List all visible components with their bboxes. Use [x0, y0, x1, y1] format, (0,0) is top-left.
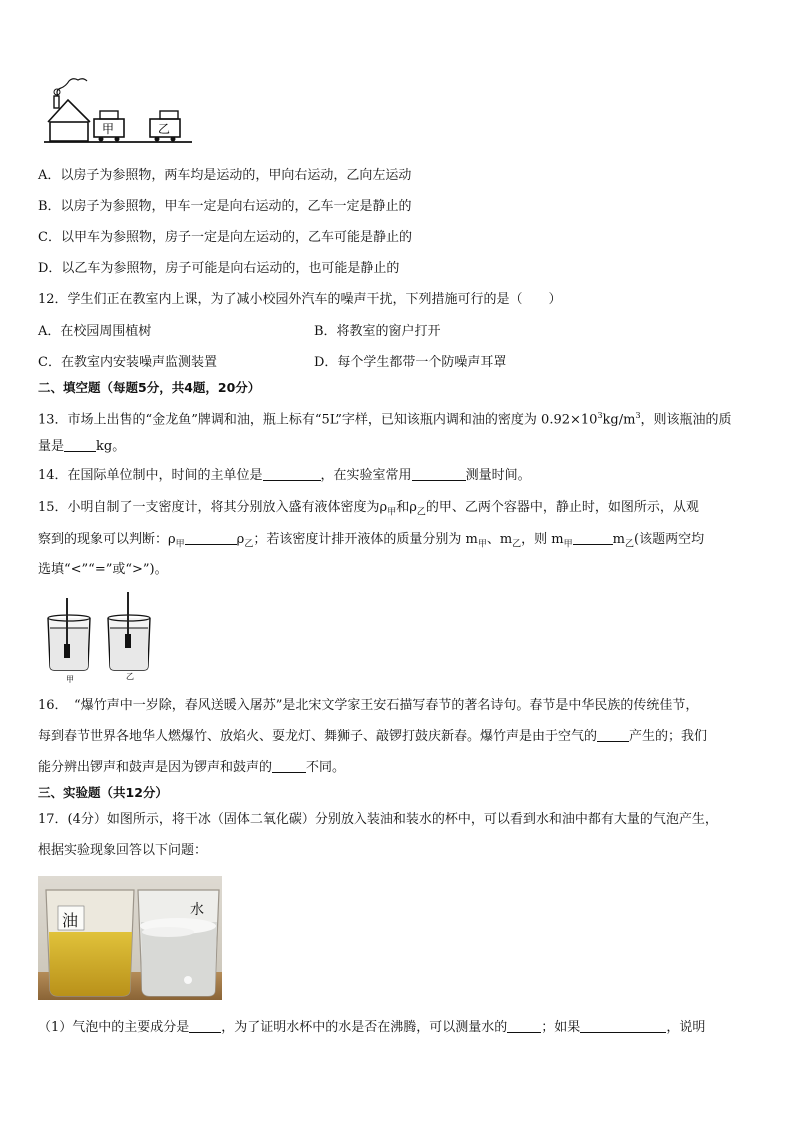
q16-text-a: 每到春节世界各地华人燃爆竹、放焰火、耍龙灯、舞狮子、敲锣打鼓庆新春。爆竹声是由于空气的: [38, 729, 598, 744]
q14-text-b: ，在实验室常用: [320, 468, 412, 483]
q11-option-a: A．以房子为参照物，两车均是运动的，甲向右运动，乙向左运动: [38, 168, 412, 183]
q13-text-c: ，则该瓶油的质: [640, 412, 732, 428]
q13-blank[interactable]: [64, 437, 96, 452]
q13-text-e: kg。: [96, 439, 126, 454]
q15-text-i: m: [612, 532, 625, 547]
q13-text-a: 13．市场上出售的“金龙鱼”牌调和油，瓶上标有“5L”字样，已知该瓶内调和油的密度为 0.92×10: [38, 412, 598, 428]
density-meter-figure: [44, 592, 154, 684]
q15-sub-jia-4: 甲: [563, 539, 573, 550]
q13-unit: kg/m: [602, 412, 636, 428]
q13-sup2: 3: [635, 411, 641, 420]
q15-sub-jia-3: 甲: [477, 539, 487, 550]
q15-text-d: 察到的现象可以判断：ρ: [38, 532, 176, 547]
q17-line1: 17．(4分）如图所示，将干冰（固体二氧化碳）分别放入装油和装水的杯中，可以看到水和油中都有大量的气泡产生，: [38, 812, 718, 827]
q13-sup: 3: [597, 411, 603, 420]
car-jia-label: 甲: [102, 122, 115, 136]
oil-water-photo: [38, 876, 222, 1000]
q17-text-a: （1）气泡中的主要成分是: [38, 1020, 190, 1035]
q15-text-c: 的甲、乙两个容器中，静止时，如图所示，从观: [425, 500, 699, 515]
q15-line3: 选填“<”“=”或“>”)。: [38, 562, 168, 577]
q12-option-b: B．将教室的窗户打开: [314, 324, 441, 339]
q14-blank-1[interactable]: [263, 466, 321, 481]
water-label: 水: [190, 902, 204, 918]
q16-text-d: 不同。: [306, 760, 346, 775]
q14-blank-2[interactable]: [412, 466, 466, 481]
beaker-jia-label: 甲: [66, 675, 74, 684]
q17-text-c: ；如果: [541, 1020, 581, 1035]
q15-text-b: 和ρ: [396, 500, 417, 515]
q15-sub-yi-4: 乙: [624, 539, 634, 550]
section-experiment-title: 三、实验题（共12分）: [38, 785, 168, 800]
q17-text-d: ，说明: [666, 1020, 706, 1035]
q16-text-b: 产生的；我们: [629, 729, 708, 744]
q17-text-b: ，为了证明水杯中的水是否在沸腾，可以测量水的: [221, 1020, 508, 1035]
q11-option-b: B．以房子为参照物，甲车一定是向右运动的，乙车一定是静止的: [38, 199, 412, 214]
q15-text-a: 15．小明自制了一支密度计，将其分别放入盛有液体密度为ρ: [38, 500, 388, 515]
q16-blank-1[interactable]: [597, 727, 629, 742]
q16-line2: [38, 727, 756, 747]
q15-line1: [38, 498, 756, 523]
q13-line2: [38, 437, 756, 457]
q15-text-f: ；若该密度计排开液体的质量分别为 m: [253, 532, 478, 547]
q16-line3: [38, 758, 756, 778]
q15-text-g: 、m: [486, 532, 513, 547]
oil-label: 油: [62, 911, 79, 930]
car-yi-label: 乙: [158, 122, 171, 136]
q12-option-d: D．每个学生都带一个防噪声耳罩: [314, 355, 507, 370]
q14-text-c: 测量时间。: [465, 468, 531, 483]
beaker-yi-label: 乙: [126, 672, 134, 681]
q14-line: [38, 466, 756, 486]
q15-sub-yi-3: 乙: [512, 539, 522, 550]
q15-line2: [38, 530, 756, 555]
q15-text-h: ，则 m: [521, 532, 564, 547]
q16-blank-2[interactable]: [272, 758, 306, 773]
q15-text-j: (该题两空均: [634, 532, 705, 547]
q13-text-d: 量是: [38, 439, 65, 454]
train-house-figure: [44, 78, 194, 150]
q17-blank-1[interactable]: [189, 1018, 221, 1033]
q15-sub-yi-2: 乙: [244, 539, 254, 550]
section-fill-in-title: 二、填空题（每题5分，共4题，20分）: [38, 380, 261, 395]
q11-option-c: C．以甲车为参照物，房子一定是向左运动的，乙车可能是静止的: [38, 230, 412, 245]
q14-text-a: 14．在国际单位制中，时间的主单位是: [38, 468, 263, 483]
q12-stem: 12．学生们正在教室内上课，为了减小校园外汽车的噪声干扰，下列措施可行的是（ ）: [38, 292, 562, 307]
q17-sub1-line: [38, 1018, 756, 1038]
q17-blank-3[interactable]: [580, 1018, 666, 1033]
q15-text-e: ρ: [236, 532, 245, 547]
q15-sub-jia: 甲: [387, 507, 397, 518]
q12-option-a: A．在校园周围植树: [38, 324, 152, 339]
q15-blank-1[interactable]: [185, 530, 237, 545]
q16-line1: 16． “爆竹声中一岁除，春风送暖入屠苏”是北宋文学家王安石描写春节的著名诗句。春节是中华民族的传统佳节，: [38, 698, 699, 713]
q11-option-d: D．以乙车为参照物，房子可能是向右运动的，也可能是静止的: [38, 261, 400, 276]
q15-sub-jia-2: 甲: [175, 539, 185, 550]
q15-sub-yi: 乙: [416, 507, 426, 518]
q12-option-c: C．在教室内安装噪声监测装置: [38, 355, 217, 370]
q15-blank-2[interactable]: [573, 530, 613, 545]
q17-line2: 根据实验现象回答以下问题：: [38, 843, 208, 858]
q16-text-c: 能分辨出锣声和鼓声是因为锣声和鼓声的: [38, 760, 273, 775]
q13-line1: [38, 406, 756, 430]
q17-blank-2[interactable]: [507, 1018, 541, 1033]
